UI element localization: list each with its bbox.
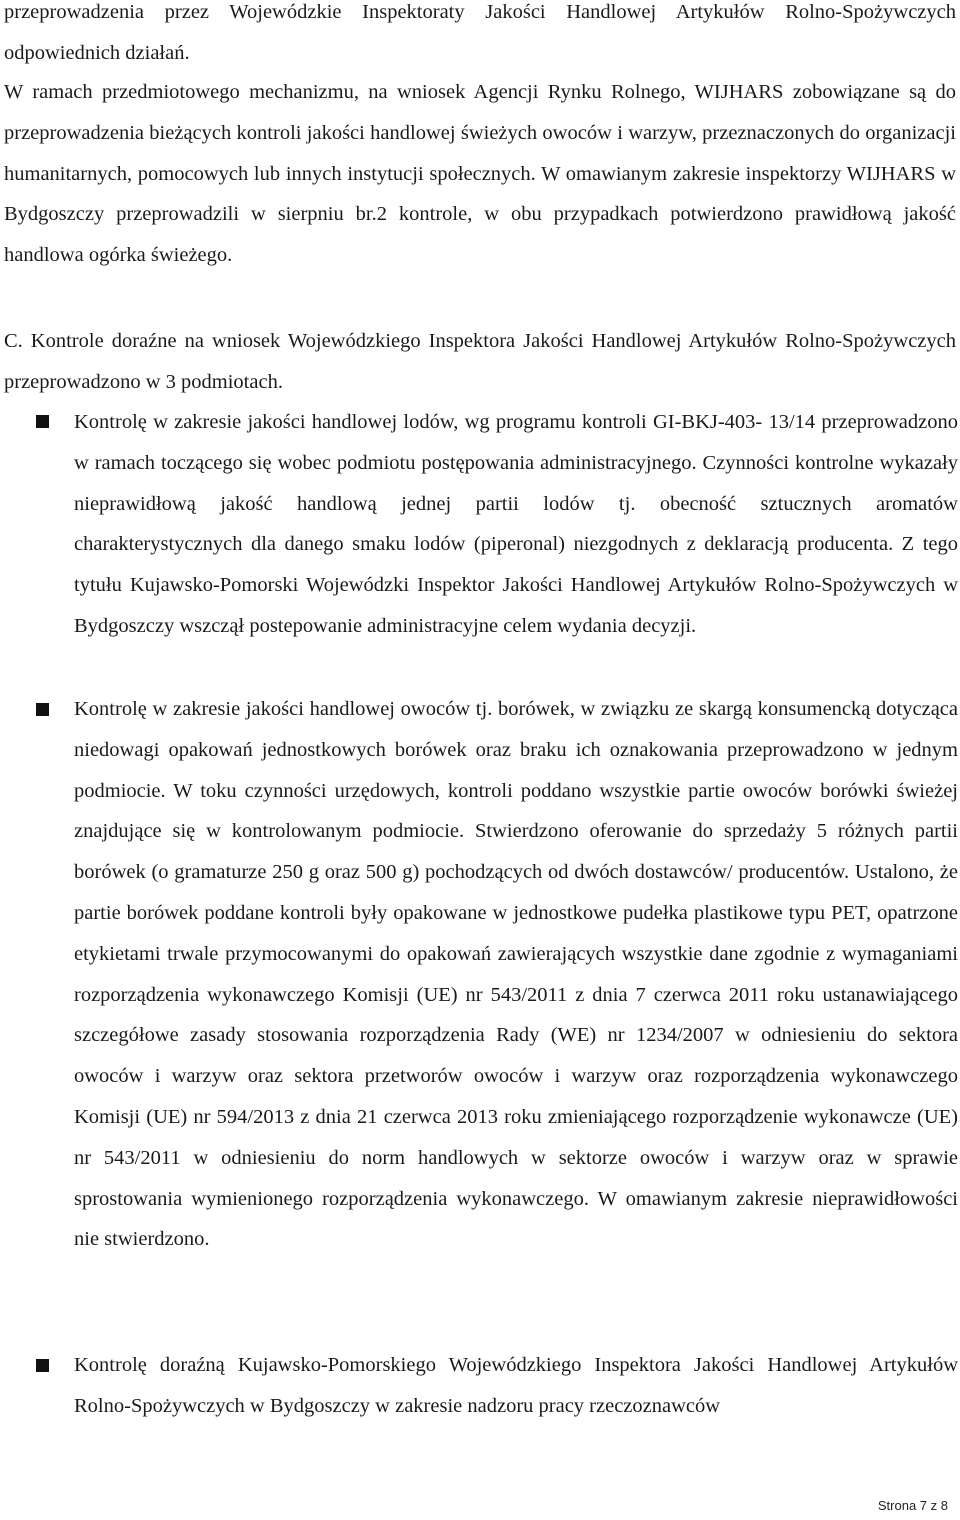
bullet-item-borowki: Kontrolę w zakresie jakości handlowej owoców tj. borówek, w związku ze skargą konsumencką dotycząca niedowagi opakowań jednostkowych borówek oraz braku ich oznakowania przeprowadzono w jednym podmiocie. W toku czynności urzędowych, kontroli poddano wszystkie partie owoców borówki świeżej znajdujące się w kontrolowanym podmiocie. Stwierdzono oferowanie do sprzedaży 5 różnych partii borówek (o gramaturze 250 g oraz 500 g) pochodzących od dwóch dostawców/ producentów. Ustalono, że partie borówek poddane kontroli były opakowane w jednostkowe pudełka plastikowe typu PET, opatrzone etykietami trwale przymocowanymi do opakowań zawierających wszystkie dane zgodnie z wymaganiami rozporządzenia wykonawczego Komisji (UE) nr 543/2011 z dnia 7 czerwca 2011 roku ustanawiającego szczegółowe zasady stosowania rozporządzenia Rady (WE) nr 1234/2007 w odniesieniu do sektora owoców i warzyw oraz sektora przetworów owoców i warzyw oraz rozporządzenia wykonawczego Komisji (UE) nr 594/2013 z dnia 21 czerwca 2013 roku zmieniającego rozporządzenie wykonawcze (UE) nr 543/2011 w odniesieniu do norm handlowych w sektorze owoców i warzyw oraz w sprawie sprostowania wymienionego rozporządzenia wykonawczego. W omawianym zakresie nieprawidłowości nie stwierdzono. (74, 698, 958, 1251)
bullet-item-lody: Kontrolę w zakresie jakości handlowej lodów, wg programu kontroli GI-BKJ-403- 13/14 przeprowadzono w ramach toczącego się wobec podmiotu postępowania administracyjnego. Czynności kontrolne wykazały nieprawidłową jakość handlową jednej partii lodów tj. obecność sztucznych aromatów charakterystycznych dla danego smaku lodów (piperonal) niezgodnych z deklaracją producenta. Z tego tytułu Kujawsko-Pomorski Wojewódzki Inspektor Jakości Handlowej Artykułów Rolno-Spożywczych w Bydgoszczy wszczął postepowanie administracyjne celem wydania decyzji. (74, 411, 958, 637)
paragraph-mechanism: W ramach przedmiotowego mechanizmu, na wniosek Agencji Rynku Rolnego, WIJHARS zobowiązane są do przeprowadzenia bieżących kontroli jakości handlowej świeżych owoców i warzyw, przeznaczonych do organizacji humanitarnych, pomocowych lub innych instytucji społecznych. W omawianym zakresie inspektorzy WIJHARS w Bydgoszczy przeprowadzili w sierpniu br.2 kontrole, w obu przypadkach potwierdzono prawidłową jakość handlowa ogórka świeżego. (4, 81, 956, 267)
page-number: Strona 7 z 8 (877, 1498, 948, 1513)
paragraph-section-c: C. Kontrole doraźne na wniosek Wojewódzkiego Inspektora Jakości Handlowej Artykułów Rolno-Spożywczych przeprowadzono w 3 podmiotach. (4, 330, 956, 393)
bullet-square-icon (36, 1359, 49, 1372)
bullet-item-rzeczoznawcy: Kontrolę doraźną Kujawsko-Pomorskiego Wojewódzkiego Inspektora Jakości Handlowej Artykułów Rolno-Spożywczych w Bydgoszczy w zakresie nadzoru pracy rzeczoznawców (74, 1354, 958, 1417)
paragraph-continuation: przeprowadzenia przez Wojewódzkie Inspektoraty Jakości Handlowej Artykułów Rolno-Spożywczych odpowiednich działań. (4, 1, 956, 64)
bullet-square-icon (36, 415, 49, 428)
bullet-square-icon (36, 703, 49, 716)
